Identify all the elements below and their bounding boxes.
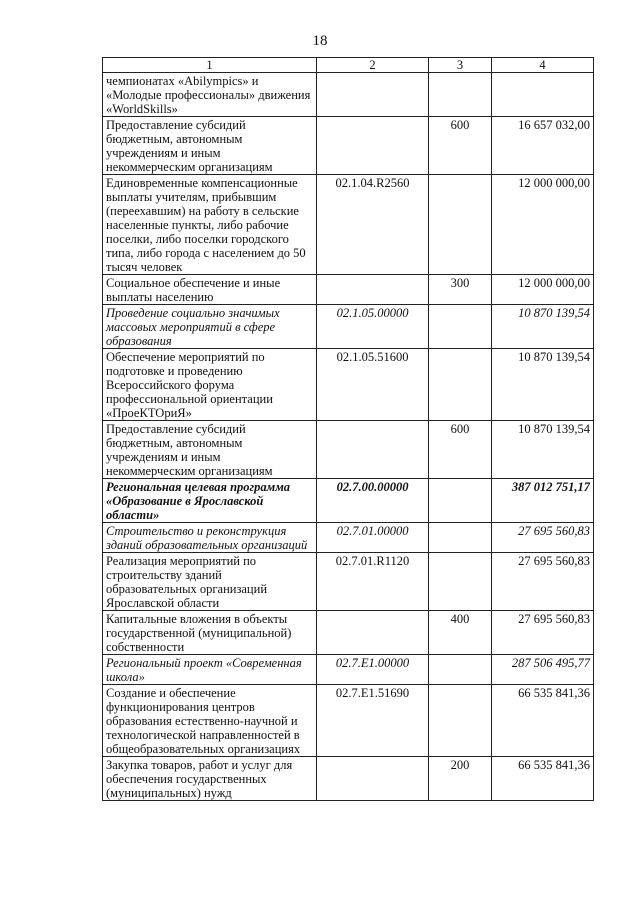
row-amount-cell: 16 657 032,00 — [492, 117, 594, 175]
row-code-cell — [317, 611, 429, 655]
column-header-amount: 4 — [492, 58, 594, 73]
table-row — [103, 655, 594, 685]
row-code-cell — [317, 275, 429, 305]
row-amount-cell: 10 870 139,54 — [492, 421, 594, 479]
row-expense-kind-cell — [429, 73, 492, 117]
row-amount-cell: 10 870 139,54 — [492, 305, 594, 349]
row-name-cell: Проведение социально значимых массовых мероприятий в сфере образования — [103, 305, 317, 349]
row-amount-cell: 27 695 560,83 — [492, 611, 594, 655]
table-row — [103, 479, 594, 523]
row-expense-kind-cell — [429, 175, 492, 275]
row-amount-cell: 12 000 000,00 — [492, 175, 594, 275]
table-row — [103, 611, 594, 655]
row-code-cell: 02.7.01.R1120 — [317, 553, 429, 611]
column-header-kind: 3 — [429, 58, 492, 73]
row-code-cell — [317, 73, 429, 117]
row-code-cell: 02.7.E1.51690 — [317, 685, 429, 757]
row-name-cell: Региональная целевая программа «Образование в Ярославской области» — [103, 479, 317, 523]
table-row — [103, 523, 594, 553]
row-name-cell: Реализация мероприятий по строительству зданий образовательных организаций Ярославской области — [103, 553, 317, 611]
row-name-cell: Предоставление субсидий бюджетным, автономным учреждениям и иным некоммерческим организациям — [103, 421, 317, 479]
table-header-row — [103, 58, 594, 73]
table-row — [103, 349, 594, 421]
row-amount-cell: 12 000 000,00 — [492, 275, 594, 305]
row-name-cell: Строительство и реконструкция зданий образовательных организаций — [103, 523, 317, 553]
row-name-cell: чемпионатах «Abilympics» и «Молодые профессионалы» движения «WorldSkills» — [103, 73, 317, 117]
table-body — [103, 73, 594, 801]
table-row — [103, 757, 594, 801]
row-name-cell: Обеспечение мероприятий по подготовке и проведению Всероссийского форума профессиональной ориентации «ПроеКТОриЯ» — [103, 349, 317, 421]
row-expense-kind-cell — [429, 685, 492, 757]
row-amount-cell: 10 870 139,54 — [492, 349, 594, 421]
row-expense-kind-cell — [429, 349, 492, 421]
row-amount-cell: 66 535 841,36 — [492, 685, 594, 757]
row-name-cell: Региональный проект «Современная школа» — [103, 655, 317, 685]
row-code-cell: 02.7.00.00000 — [317, 479, 429, 523]
row-expense-kind-cell — [429, 479, 492, 523]
row-expense-kind-cell: 200 — [429, 757, 492, 801]
row-code-cell — [317, 757, 429, 801]
row-expense-kind-cell — [429, 553, 492, 611]
column-header-code: 2 — [317, 58, 429, 73]
row-amount-cell: 27 695 560,83 — [492, 523, 594, 553]
row-name-cell: Закупка товаров, работ и услуг для обеспечения государственных (муниципальных) нужд — [103, 757, 317, 801]
row-amount-cell: 287 506 495,77 — [492, 655, 594, 685]
column-header-name: 1 — [103, 58, 317, 73]
row-amount-cell: 27 695 560,83 — [492, 553, 594, 611]
row-code-cell: 02.7.E1.00000 — [317, 655, 429, 685]
table-row — [103, 117, 594, 175]
row-expense-kind-cell: 600 — [429, 117, 492, 175]
table-row — [103, 685, 594, 757]
table-row — [103, 175, 594, 275]
row-expense-kind-cell: 600 — [429, 421, 492, 479]
row-code-cell — [317, 421, 429, 479]
row-code-cell: 02.1.05.00000 — [317, 305, 429, 349]
row-name-cell: Предоставление субсидий бюджетным, автономным учреждениям и иным некоммерческим организациям — [103, 117, 317, 175]
row-expense-kind-cell — [429, 305, 492, 349]
row-name-cell: Создание и обеспечение функционирования центров образования естественно-научной и технологической направленностей в общеобразовательных организациях — [103, 685, 317, 757]
row-code-cell: 02.1.05.51600 — [317, 349, 429, 421]
row-amount-cell — [492, 73, 594, 117]
row-code-cell: 02.1.04.R2560 — [317, 175, 429, 275]
row-amount-cell: 66 535 841,36 — [492, 757, 594, 801]
table-row — [103, 73, 594, 117]
row-name-cell: Социальное обеспечение и иные выплаты населению — [103, 275, 317, 305]
row-expense-kind-cell: 300 — [429, 275, 492, 305]
table-row — [103, 305, 594, 349]
page-number: 18 — [312, 33, 328, 49]
table-row — [103, 275, 594, 305]
table-row — [103, 421, 594, 479]
table-row — [103, 553, 594, 611]
budget-table — [102, 57, 594, 801]
row-expense-kind-cell: 400 — [429, 611, 492, 655]
row-code-cell: 02.7.01.00000 — [317, 523, 429, 553]
row-expense-kind-cell — [429, 655, 492, 685]
row-name-cell: Единовременные компенсационные выплаты учителям, прибывшим (переехавшим) на работу в сельские населенные пункты, либо рабочие поселки, либо поселки городского типа, либо города с населением до 50 тысяч человек — [103, 175, 317, 275]
row-amount-cell: 387 012 751,17 — [492, 479, 594, 523]
row-expense-kind-cell — [429, 523, 492, 553]
row-code-cell — [317, 117, 429, 175]
row-name-cell: Капитальные вложения в объекты государственной (муниципальной) собственности — [103, 611, 317, 655]
